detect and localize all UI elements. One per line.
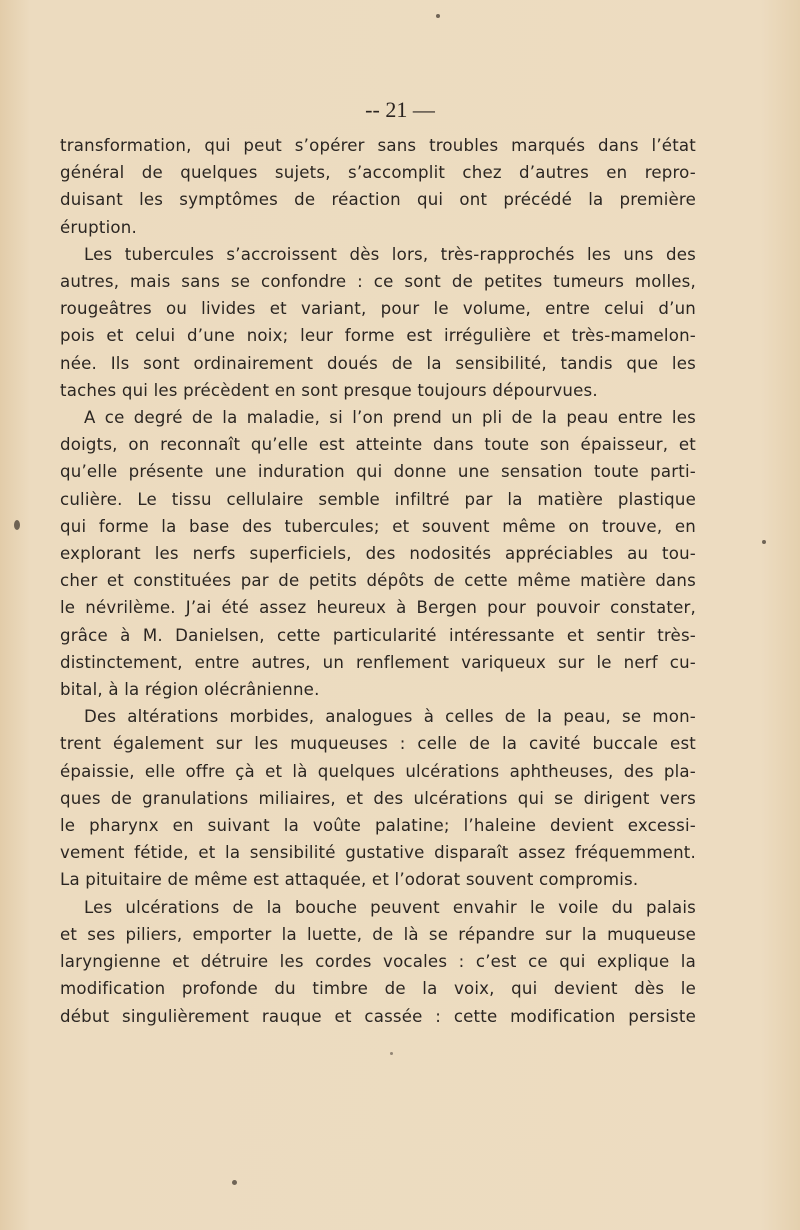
text-line: le névrilème. J’ai été assez heureux à Bergen pour pouvoir constater, (60, 598, 696, 618)
paper-speck (436, 14, 440, 18)
text-line: éruption. (60, 217, 137, 237)
text-line: A ce degré de la maladie, si l’on prend un pli de la peau entre les (84, 408, 696, 428)
text-line: distinctement, entre autres, un renflement variqueux sur le nerf cu- (60, 652, 696, 672)
paper-speck (390, 1052, 393, 1055)
page-number-header: -- 21 — (365, 97, 435, 122)
text-line: général de quelques sujets, s’accomplit chez d’autres en repro- (60, 163, 696, 183)
text-line: modification profonde du timbre de la voix, qui devient dès le (60, 979, 696, 999)
text-line: début singulièrement rauque et cassée : cette modification persiste (60, 1006, 696, 1026)
text-line: transformation, qui peut s’opérer sans troubles marqués dans l’état (60, 136, 696, 155)
text-line: explorant les nerfs superficiels, des nodosités appréciables au tou- (60, 544, 696, 564)
paper-speck (762, 540, 766, 544)
text-line: épaissie, elle offre çà et là quelques ulcérations aphtheuses, des pla- (60, 761, 696, 781)
text-line: trent également sur les muqueuses : celle de la cavité buccale est (60, 734, 696, 754)
text-line: duisant les symptômes de réaction qui ont précédé la première (60, 190, 696, 210)
paper-speck (232, 1180, 237, 1185)
text-line: née. Ils sont ordinairement doués de la sensibilité, tandis que les (60, 353, 696, 373)
text-line: et ses piliers, emporter la luette, de là se répandre sur la muqueuse (60, 924, 696, 944)
text-line: Les tubercules s’accroissent dès lors, très-rapprochés les uns des (84, 244, 696, 264)
text-line: autres, mais sans se confondre : ce sont de petites tumeurs molles, (60, 272, 696, 292)
text-line: le pharynx en suivant la voûte palatine; l’haleine devient excessi- (60, 816, 696, 836)
text-line: qui forme la base des tubercules; et souvent même on trouve, en (60, 516, 696, 536)
text-line: ques de granulations miliaires, et des ulcérations qui se dirigent vers (60, 788, 696, 808)
paper-speck (14, 520, 20, 530)
text-line: bital, à la région olécrânienne. (60, 680, 320, 700)
text-line: grâce à M. Danielsen, cette particularité intéressante et sentir très- (60, 625, 696, 645)
text-line: cher et constituées par de petits dépôts de cette même matière dans (60, 571, 696, 591)
text-line: Des altérations morbides, analogues à celles de la peau, se mon- (84, 707, 696, 727)
text-line: pois et celui d’une noix; leur forme est irrégulière et très-mamelon- (60, 326, 696, 346)
text-line: vement fétide, et la sensibilité gustative disparaît assez fréquemment. (60, 843, 696, 863)
text-line: doigts, on reconnaît qu’elle est atteinte dans toute son épaisseur, et (60, 435, 696, 455)
text-line: rougeâtres ou livides et variant, pour le volume, entre celui d’un (60, 299, 696, 319)
text-line: La pituitaire de même est attaquée, et l’odorat souvent compromis. (60, 870, 639, 890)
body-text (60, 132, 696, 1030)
text-line: qu’elle présente une induration qui donne une sensation toute parti- (60, 462, 696, 482)
text-line: taches qui les précèdent en sont presque toujours dépourvues. (60, 380, 598, 400)
text-line: Les ulcérations de la bouche peuvent envahir le voile du palais (84, 897, 696, 917)
text-line: culière. Le tissu cellulaire semble infiltré par la matière plastique (60, 489, 696, 509)
text-line: laryngienne et détruire les cordes vocales : c’est ce qui explique la (60, 952, 696, 972)
